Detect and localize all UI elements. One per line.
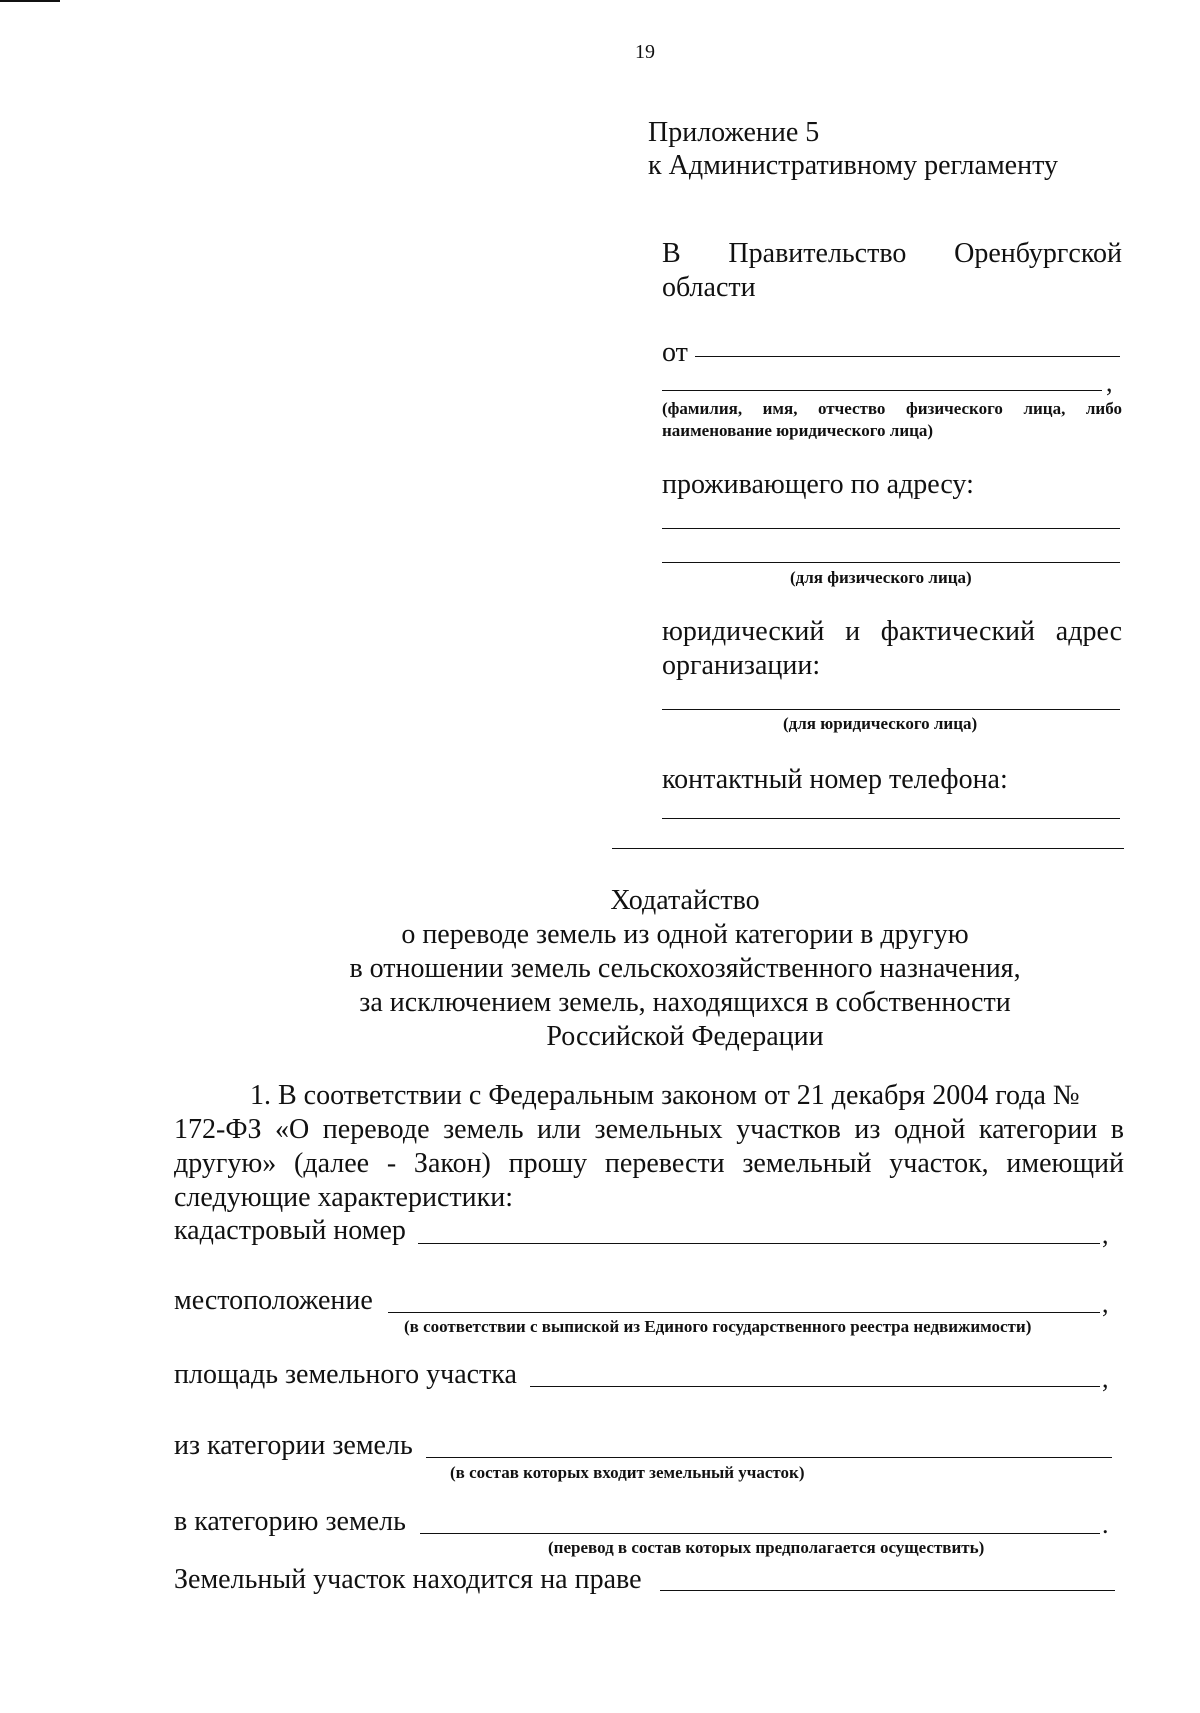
right-label: Земельный участок находится на праве: [174, 1564, 642, 1595]
para1-line2: 172-ФЗ «О переводе земель или земельных участков из одной категории в: [174, 1114, 1124, 1145]
individual-hint: (для физического лица): [790, 568, 972, 587]
legal-word-4: адрес: [1055, 616, 1122, 647]
to-category-period: .: [1102, 1510, 1109, 1539]
legal-word-3: фактический: [880, 616, 1036, 647]
para1-line3: другую» (далее - Закон) прошу перевести земельный участок, имеющий: [174, 1148, 1124, 1179]
area-label: площадь земельного участка: [174, 1359, 517, 1390]
document-title: Ходатайство: [610, 885, 760, 916]
area-field[interactable]: [530, 1386, 1100, 1387]
location-label: местоположение: [174, 1285, 373, 1316]
to-category-field[interactable]: [420, 1533, 1100, 1534]
to-category-hint: (перевод в состав которых предполагается осуществить): [548, 1538, 985, 1557]
cadastral-label: кадастровый номер: [174, 1215, 406, 1246]
right-field[interactable]: [660, 1590, 1115, 1591]
addressee-line2: области: [662, 272, 756, 303]
to-category-label: в категорию земель: [174, 1506, 406, 1537]
from-hint-line2: наименование юридического лица): [662, 421, 934, 440]
location-comma: ,: [1102, 1289, 1109, 1318]
from-name-field[interactable]: [695, 356, 1120, 357]
phone-field-2[interactable]: [612, 848, 1124, 849]
legal-address-field[interactable]: [662, 709, 1120, 710]
from-category-label: из категории земель: [174, 1430, 413, 1461]
title-line3: в отношении земель сельскохозяйственного назначения,: [349, 953, 1021, 984]
from-comma: ,: [1106, 368, 1113, 397]
from-hint-line1: (фамилия, имя, отчество физического лица, либо: [662, 399, 1122, 418]
address-field-2[interactable]: [662, 562, 1120, 563]
residing-label: проживающего по адресу:: [662, 469, 974, 500]
location-field[interactable]: [388, 1312, 1100, 1313]
legal-word-2: и: [845, 616, 861, 647]
area-comma: ,: [1102, 1364, 1109, 1393]
addressee-word-government: Правительство: [728, 238, 907, 269]
legal-address-line1: [662, 614, 1122, 650]
address-field-1[interactable]: [662, 528, 1120, 529]
para1-line4: следующие характеристики:: [174, 1182, 513, 1213]
from-category-hint: (в состав которых входит земельный участок): [450, 1463, 805, 1482]
from-category-field[interactable]: [426, 1457, 1112, 1458]
page-number: 19: [635, 41, 655, 63]
cadastral-comma: ,: [1102, 1220, 1109, 1249]
annex-title: Приложение 5: [648, 117, 820, 148]
title-line4: за исключением земель, находящихся в собственности: [359, 987, 1011, 1018]
title-line5: Российской Федерации: [546, 1021, 824, 1052]
title-line2: о переводе земель из одной категории в другую: [401, 919, 969, 950]
addressee-line1: [662, 236, 1122, 272]
addressee-word-v: В: [662, 238, 681, 269]
legal-word-1: юридический: [662, 616, 825, 647]
from-name-field-2[interactable]: [662, 390, 1102, 391]
scan-corner-mark: [0, 0, 60, 2]
from-label: от: [662, 337, 688, 368]
annex-subtitle: к Административному регламенту: [648, 150, 1058, 181]
legal-hint: (для юридического лица): [783, 714, 978, 733]
addressee-word-orenburg: Оренбургской: [954, 238, 1122, 269]
phone-field[interactable]: [662, 818, 1120, 819]
phone-label: контактный номер телефона:: [662, 764, 1008, 795]
legal-address-line2: организации:: [662, 650, 821, 681]
cadastral-field[interactable]: [418, 1243, 1100, 1244]
para1-line1: 1. В соответствии с Федеральным законом от 21 декабря 2004 года №: [250, 1080, 1080, 1111]
location-hint: (в соответствии с выпиской из Единого государственного реестра недвижимости): [404, 1317, 1032, 1336]
